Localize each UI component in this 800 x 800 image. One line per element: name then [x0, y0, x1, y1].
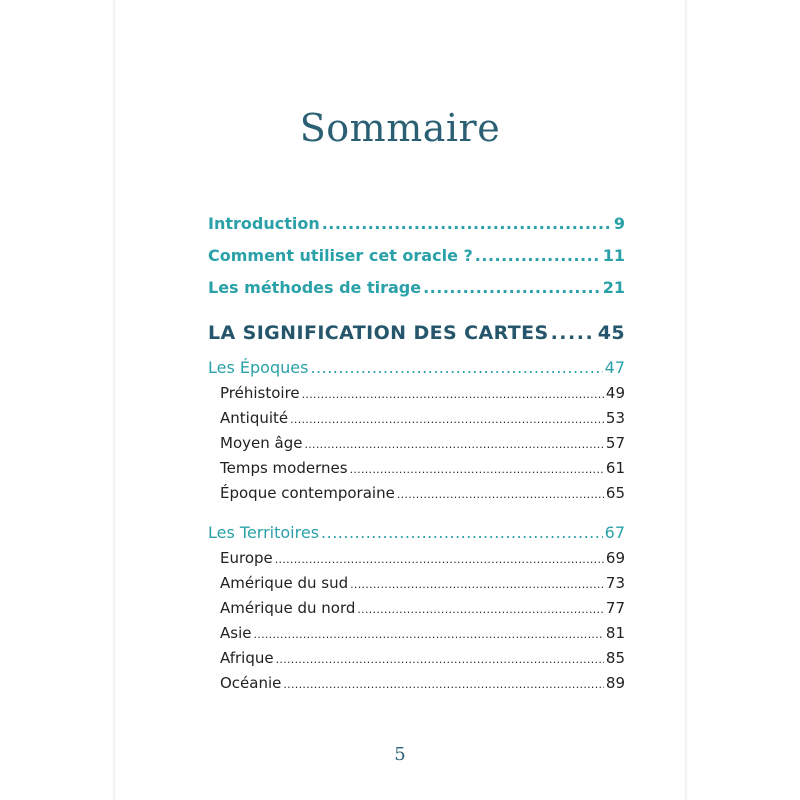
leader-dots	[276, 653, 604, 666]
leader-dots	[423, 278, 601, 297]
book-page	[115, 0, 685, 800]
toc-item-amerique-du-nord[interactable]	[208, 599, 625, 624]
toc-item-label: Amérique du nord	[220, 599, 356, 617]
toc-item-page: 49	[605, 384, 625, 402]
page-title: Sommaire	[299, 106, 501, 150]
toc-item-oceanie[interactable]	[208, 674, 625, 699]
toc-item-label: Europe	[220, 549, 273, 567]
toc-section-epoques[interactable]	[208, 358, 625, 384]
toc-section-page: 47	[604, 358, 625, 377]
toc-section-page: 67	[604, 523, 625, 542]
toc-section-territoires[interactable]	[208, 523, 625, 549]
toc-item-page: 61	[605, 459, 625, 477]
toc-section-label: Les Époques	[208, 358, 309, 377]
toc-item-label: Amérique du sud	[220, 574, 349, 592]
leader-dots	[302, 388, 604, 401]
leader-dots	[350, 463, 604, 476]
toc-entry-label: Les méthodes de tirage	[208, 278, 422, 297]
toc-item-afrique[interactable]	[208, 649, 625, 674]
toc-part-page: 45	[597, 322, 625, 344]
toc-entry-label: Introduction	[208, 214, 320, 233]
leader-dots	[397, 488, 604, 501]
toc-entry-page: 11	[602, 246, 625, 265]
toc-entry-methodes-tirage[interactable]	[208, 278, 625, 310]
toc-item-epoque-contemporaine[interactable]	[208, 484, 625, 509]
toc-item-amerique-du-sud[interactable]	[208, 574, 625, 599]
toc-entry-page: 9	[613, 214, 625, 233]
toc-item-label: Afrique	[220, 649, 274, 667]
leader-dots	[350, 578, 604, 591]
toc-part-heading[interactable]	[208, 322, 625, 358]
toc-item-asie[interactable]	[208, 624, 625, 649]
toc-item-page: 65	[605, 484, 625, 502]
toc-section-label: Les Territoires	[208, 523, 320, 542]
leader-dots	[275, 553, 604, 566]
leader-dots	[475, 246, 601, 265]
toc-item-page: 53	[605, 409, 625, 427]
leader-dots	[357, 603, 604, 616]
leader-dots	[304, 438, 603, 451]
leader-dots	[290, 413, 604, 426]
toc-item-label: Moyen âge	[220, 434, 303, 452]
toc-entry-introduction[interactable]	[208, 214, 625, 246]
leader-dots	[283, 678, 604, 691]
toc-item-temps-modernes[interactable]	[208, 459, 625, 484]
toc-item-label: Temps modernes	[220, 459, 348, 477]
toc-item-page: 89	[605, 674, 625, 692]
toc-item-label: Époque contemporaine	[220, 484, 395, 502]
toc-item-europe[interactable]	[208, 549, 625, 574]
toc-entry-comment-utiliser[interactable]	[208, 246, 625, 278]
toc-item-label: Antiquité	[220, 409, 289, 427]
toc-item-prehistoire[interactable]	[208, 384, 625, 409]
toc-entry-page: 21	[602, 278, 625, 297]
toc-item-label: Océanie	[220, 674, 282, 692]
leader-dots	[321, 523, 603, 542]
page-number: 5	[394, 744, 406, 765]
toc-item-label: Asie	[220, 624, 252, 642]
toc-item-page: 57	[605, 434, 625, 452]
leader-dots	[253, 628, 603, 641]
toc-item-label: Préhistoire	[220, 384, 300, 402]
toc-item-page: 81	[605, 624, 625, 642]
toc-item-antiquite[interactable]	[208, 409, 625, 434]
toc-item-page: 69	[605, 549, 625, 567]
leader-dots	[322, 214, 612, 233]
toc-part-label: LA SIGNIFICATION DES CARTES	[208, 322, 549, 344]
leader-dots	[310, 358, 602, 377]
toc-item-page: 73	[605, 574, 625, 592]
toc-item-page: 77	[605, 599, 625, 617]
toc-item-moyen-age[interactable]	[208, 434, 625, 459]
table-of-contents	[208, 214, 625, 699]
leader-dots	[551, 322, 596, 344]
toc-item-page: 85	[605, 649, 625, 667]
toc-entry-label: Comment utiliser cet oracle ?	[208, 246, 473, 265]
